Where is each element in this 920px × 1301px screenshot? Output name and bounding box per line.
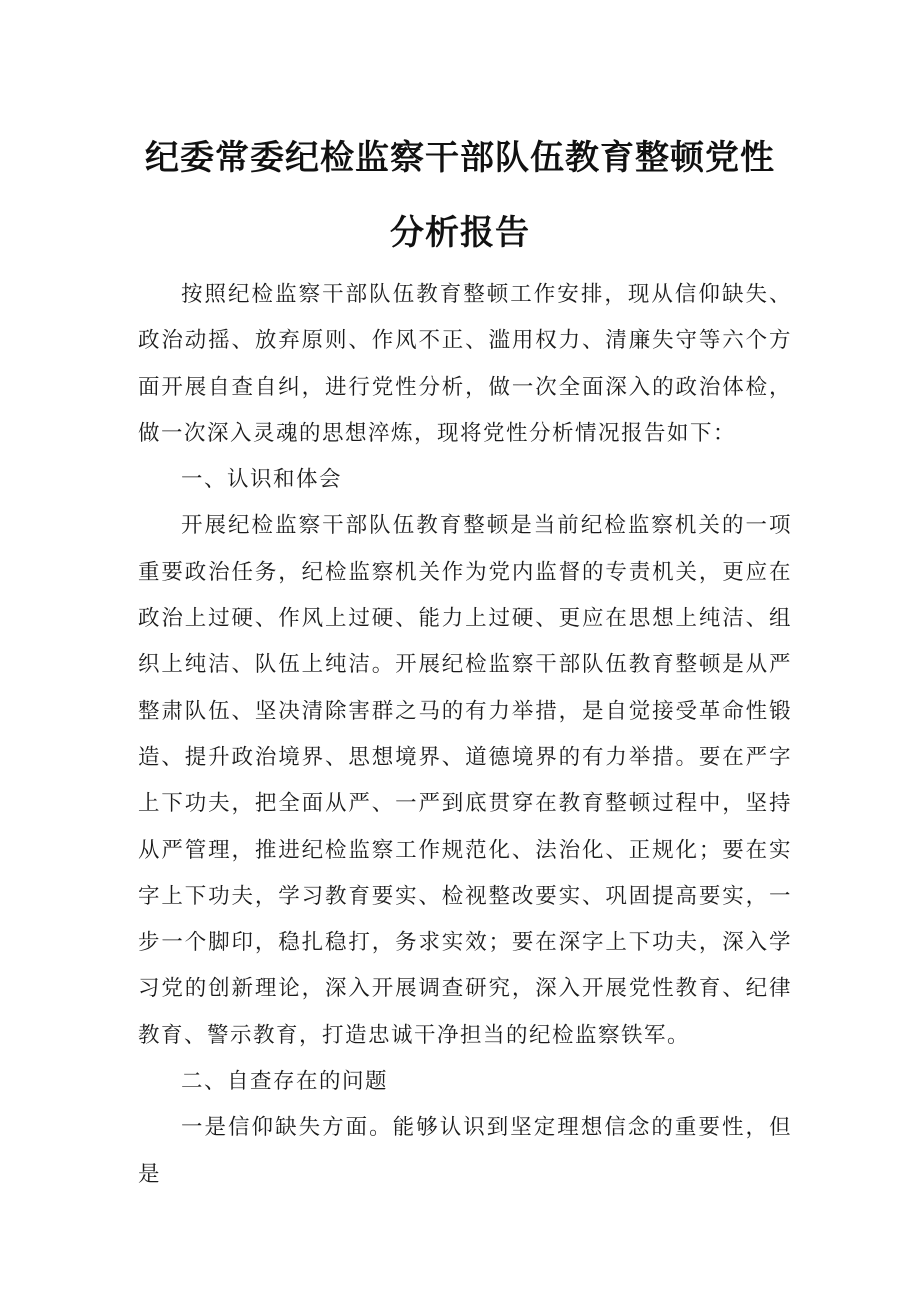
section-heading-understanding: 一、认识和体会 <box>181 467 343 493</box>
understanding-paragraph: 开展纪检监察干部队伍教育整顿是当前纪检监察机关的一项重要政治任务，纪检监察机关作为党内监督的专责机关，更应在政治上过硬、作风上过硬、能力上过硬、更应在思想上纯洁、组织上纯洁、队伍上纯洁。开展纪检监察干部队伍教育整顿是从严整肃队伍、坚决清除害群之马的有力举措，是自觉接受革命性锻造、提升政治境界、思想境界、道德境界的有力举措。要在严字上下功夫，把全面从严、一严到底贯穿在教育整顿过程中，坚持从严管理，推进纪检监察工作规范化、法治化、正规化；要在实字上下功夫，学习教育要实、检视整改要实、巩固提高要实，一步一个脚印，稳扎稳打，务求实效；要在深字上下功夫，深入学习党的创新理论，深入开展调查研究，深入开展党性教育、纪律教育、警示教育，打造忠诚干净担当的纪检监察铁军。 <box>138 513 792 1048</box>
problems-paragraph: 一是信仰缺失方面。能够认识到坚定理想信念的重要性，但是 <box>138 1115 792 1187</box>
document-title-line-1: 纪委常委纪检监察干部队伍教育整顿党性 <box>145 138 775 178</box>
intro-paragraph: 按照纪检监察干部队伍教育整顿工作安排，现从信仰缺失、政治动摇、放弃原则、作风不正、滥用权力、清廉失守等六个方面开展自查自纠，进行党性分析，做一次全面深入的政治体检，做一次深入灵魂的思想淬炼，现将党性分析情况报告如下： <box>138 282 792 446</box>
document-body <box>138 272 792 1198</box>
section-heading-problems: 二、自查存在的问题 <box>181 1069 389 1095</box>
document-title-line-2: 分析报告 <box>390 213 530 253</box>
